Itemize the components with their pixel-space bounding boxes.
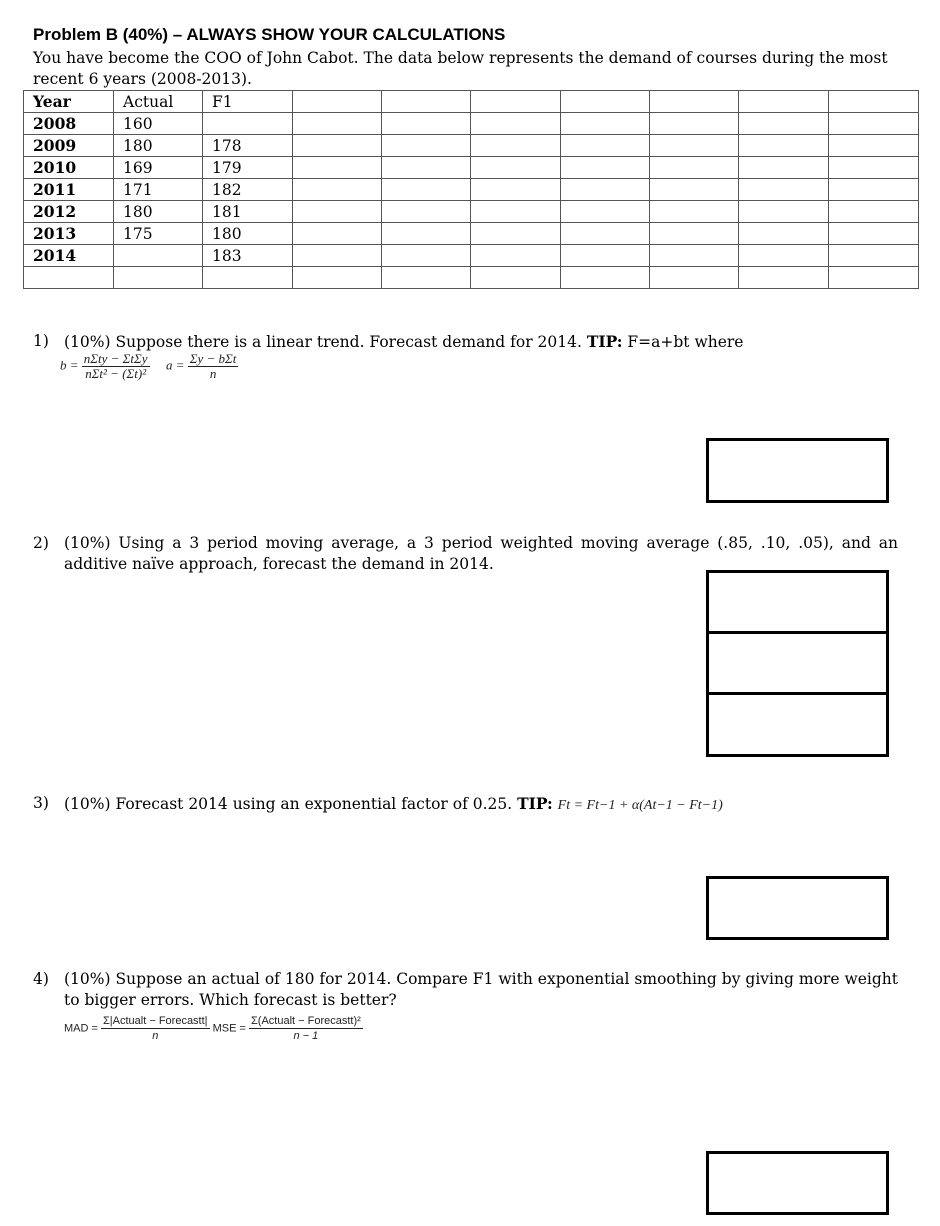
cell-actual: 169 [114,157,203,179]
cell-year: 2013 [24,223,114,245]
question-2-text: (10%) Using a 3 period moving average, a 3 period weighted moving average (.85, .10, .05), and an additive naïve approach, forecast the demand in 2014. [64,534,898,573]
cell-year [24,267,114,289]
table-header-row [24,91,919,113]
answer-box-q4[interactable] [706,1151,889,1215]
table-row [24,245,919,267]
cell-year: 2012 [24,201,114,223]
error-formulas [64,1014,363,1043]
formula-a-fraction [188,352,239,381]
cell-year: 2008 [24,113,114,135]
formula-b-lhs: b = [60,357,79,373]
question-1-tip-label: TIP: [586,332,623,351]
header-actual: Actual [114,91,203,113]
mad-lhs: MAD = [64,1022,98,1035]
question-2-number: 2) [33,534,49,552]
cell-actual [114,245,203,267]
demand-table [23,90,919,289]
problem-title: Problem B (40%) – ALWAYS SHOW YOUR CALCULATIONS [33,25,506,44]
cell-f1: 181 [203,201,293,223]
mse-fraction [249,1014,363,1043]
table-row [24,223,919,245]
formula-b-numerator: nΣty − ΣtΣy [83,351,148,366]
cell-year: 2009 [24,135,114,157]
cell-actual: 171 [114,179,203,201]
cell-f1: 183 [203,245,293,267]
question-4 [33,969,903,1013]
question-3-tip-label: TIP: [517,794,553,813]
cell-f1: 182 [203,179,293,201]
cell-f1: 180 [203,223,293,245]
formula-b-denominator: nΣt² − (Σt)² [85,366,147,381]
cell-f1 [203,267,293,289]
linear-trend-formulas [60,352,238,381]
cell-actual: 175 [114,223,203,245]
cell-actual: 160 [114,113,203,135]
question-1-text-tail: F=a+bt where [622,333,744,351]
table-row [24,157,919,179]
mse-numerator: Σ(Actualt − Forecastt)² [250,1015,361,1027]
formula-a-numerator: Σy − bΣt [189,351,237,366]
question-3 [33,793,903,815]
formula-b-fraction [82,352,150,381]
cell-actual [114,267,203,289]
problem-intro: You have become the COO of John Cabot. The data below represents the demand of courses during the most recent 6 years (2008-2013). [33,49,888,88]
question-3-number: 3) [33,794,49,812]
table-row [24,135,919,157]
cell-year: 2014 [24,245,114,267]
cell-actual: 180 [114,201,203,223]
cell-f1: 179 [203,157,293,179]
cell-f1 [203,113,293,135]
cell-year: 2011 [24,179,114,201]
table-row [24,201,919,223]
question-3-text: (10%) Forecast 2014 using an exponential factor of 0.25. [64,795,518,813]
formula-a-lhs: a = [166,357,185,373]
exp-smoothing-formula: Ft = Ft−1 + α(At−1 − Ft−1) [557,798,723,813]
mse-denominator: n − 1 [293,1030,319,1042]
cell-year: 2010 [24,157,114,179]
answer-box-q3[interactable] [706,876,889,940]
cell-actual: 180 [114,135,203,157]
mad-denominator: n [152,1030,159,1042]
question-1-number: 1) [33,332,49,350]
answer-box-q2-naive[interactable] [706,692,889,757]
question-1-text: (10%) Suppose there is a linear trend. Forecast demand for 2014. [64,333,587,351]
header-year: Year [24,91,114,113]
question-1 [33,331,903,353]
mad-fraction [101,1014,210,1043]
cell-f1: 178 [203,135,293,157]
question-4-number: 4) [33,970,49,988]
mse-lhs: MSE = [212,1022,246,1035]
answer-box-q1[interactable] [706,438,889,503]
mad-numerator: Σ|Actualt − Forecastt| [103,1015,208,1027]
answer-box-q2-moving-average[interactable] [706,570,889,634]
header-f1: F1 [203,91,293,113]
answer-box-q2-weighted-average[interactable] [706,631,889,695]
table-row [24,113,919,135]
table-row [24,267,919,289]
formula-a-denominator: n [209,366,217,381]
table-row [24,179,919,201]
question-4-text: (10%) Suppose an actual of 180 for 2014. Compare F1 with exponential smoothing by giving more weight to bigger errors. Which forecast is better? [64,970,898,1009]
